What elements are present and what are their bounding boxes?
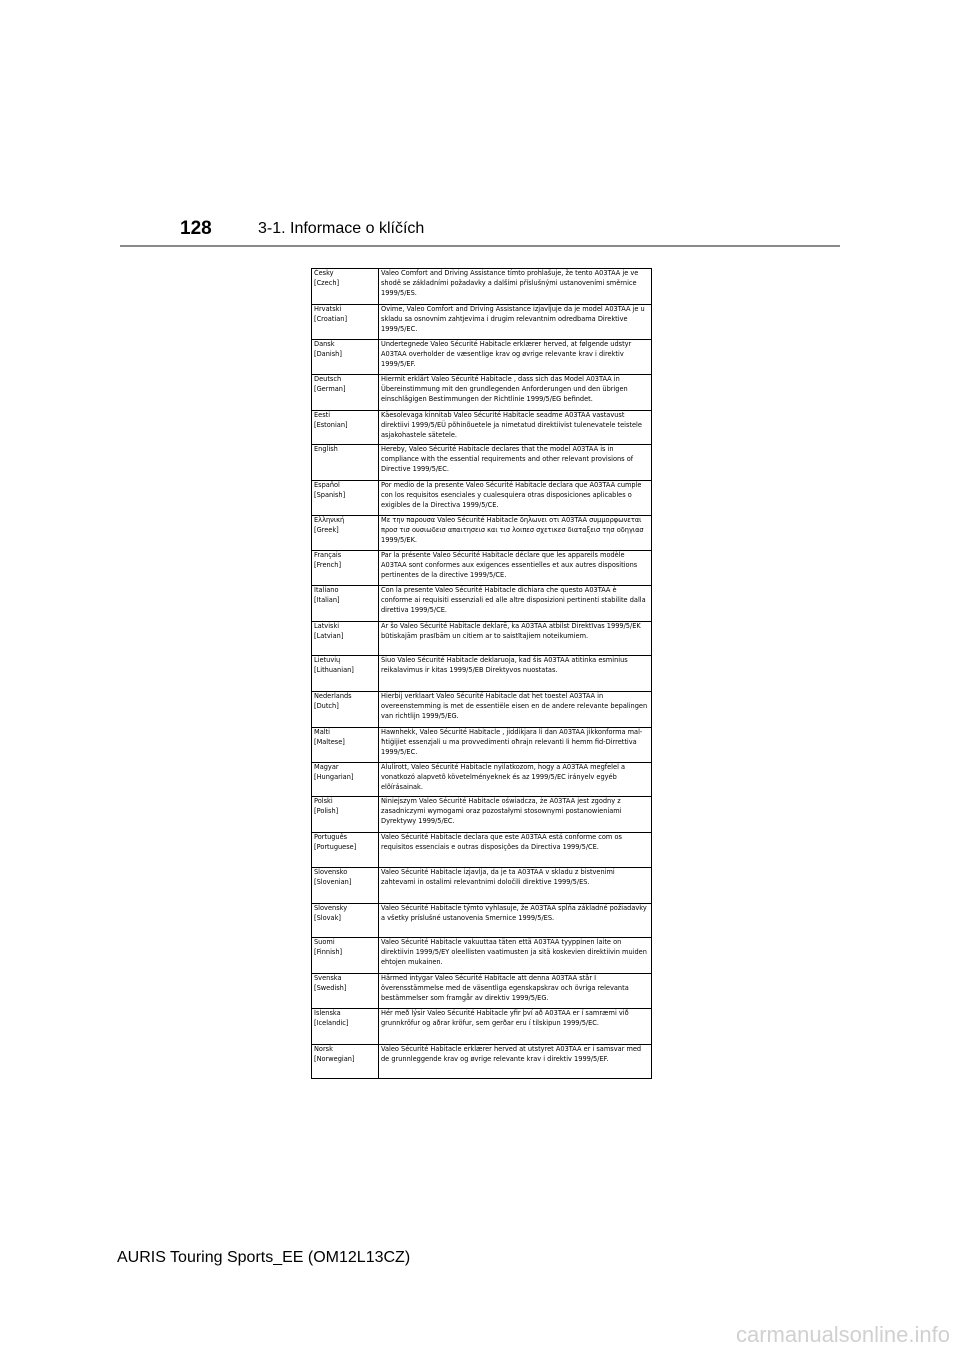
language-name-english: [Dutch] bbox=[314, 701, 339, 710]
language-name: Malti bbox=[314, 728, 330, 736]
declaration-text: Ar šo Valeo Sécurité Habitacle deklarē, ka A03TAA atbilst Direktīvas 1999/5/EK būtiskajām prasībām un citiem ar to saistītajiem noteikumiem. bbox=[379, 622, 652, 656]
language-name-english: [German] bbox=[314, 384, 346, 393]
language-cell bbox=[312, 728, 379, 763]
declaration-row bbox=[312, 656, 652, 692]
declaration-row bbox=[312, 269, 652, 305]
language-name-english: [Swedish] bbox=[314, 983, 347, 992]
declaration-text: Ovime, Valeo Comfort and Driving Assistance izjavljuje da je model A03TAA je u skladu sa osnovnim zahtjevima i drugim relevantnim odredbama Direktive 1999/5/EC. bbox=[379, 305, 652, 340]
declaration-text: Valeo Sécurité Habitacle declara que este A03TAA está conforme com os requisitos essenciais e outras disposições da Directiva 1999/5/CE. bbox=[379, 833, 652, 868]
language-name-english: [Polish] bbox=[314, 806, 339, 815]
declaration-row bbox=[312, 728, 652, 763]
language-name: Deutsch bbox=[314, 375, 342, 383]
language-cell bbox=[312, 974, 379, 1009]
language-cell bbox=[312, 763, 379, 797]
declaration-text: Hierbij verklaart Valeo Sécurité Habitacle dat het toestel A03TAA in overeenstemming is met de essentiële eisen en de andere relevante bepalingen van richtlijn 1999/5/EG. bbox=[379, 692, 652, 728]
declaration-text: Valeo Sécurité Habitacle vakuuttaa täten että A03TAA tyyppinen laite on direktiivin 1999/5/EY oleellisten vaatimusten ja sitä koskevien direktiivin muiden ehtojen mukainen. bbox=[379, 938, 652, 974]
language-name-english: [Greek] bbox=[314, 525, 339, 534]
language-cell bbox=[312, 904, 379, 938]
section-title: 3-1. Informace o klíčích bbox=[258, 220, 425, 237]
language-name-english: [Spanish] bbox=[314, 490, 346, 499]
declaration-text: Šiuo Valeo Sécurité Habitacle deklaruoja, kad šis A03TAA atitinka esminius reikalavimus ir kitas 1999/5/EB Direktyvos nuostatas. bbox=[379, 656, 652, 692]
language-name: Slovensko bbox=[314, 868, 348, 876]
declaration-text: Hereby, Valeo Sécurité Habitacle declares that the model A03TAA is in compliance with the essential requirements and other relevant provisions of Directive 1999/5/EC. bbox=[379, 445, 652, 481]
header-rule bbox=[120, 245, 840, 247]
language-cell bbox=[312, 586, 379, 622]
declaration-text: Undertegnede Valeo Sécurité Habitacle erklærer herved, at følgende udstyr A03TAA overholder de væsentlige krav og øvrige relevante krav i direktiv 1999/5/EF. bbox=[379, 340, 652, 375]
language-name-english: [Slovenian] bbox=[314, 877, 352, 886]
language-name-english: [Portuguese] bbox=[314, 842, 357, 851]
language-cell bbox=[312, 516, 379, 551]
declaration-row bbox=[312, 763, 652, 797]
language-name-english: [Czech] bbox=[314, 278, 340, 287]
language-name-english: [Icelandic] bbox=[314, 1018, 349, 1027]
language-name: Latviski bbox=[314, 622, 340, 630]
language-name: Magyar bbox=[314, 763, 339, 771]
language-name-english: [Finnish] bbox=[314, 947, 343, 956]
language-cell bbox=[312, 833, 379, 868]
language-cell bbox=[312, 411, 379, 445]
declaration-row bbox=[312, 445, 652, 481]
declaration-text: Con la presente Valeo Sécurité Habitacle dichiara che questo A03TAA è conforme ai requisiti essenziali ed alle altre disposizioni pertinenti stabilite dalla direttiva 1999/5/CE. bbox=[379, 586, 652, 622]
declaration-row bbox=[312, 938, 652, 974]
language-name: Česky bbox=[314, 269, 334, 277]
language-cell bbox=[312, 797, 379, 833]
footer-document-title: AURIS Touring Sports_EE (OM12L13CZ) bbox=[117, 1249, 411, 1266]
declaration-row bbox=[312, 904, 652, 938]
language-name: Svenska bbox=[314, 974, 342, 982]
language-name: Français bbox=[314, 551, 342, 559]
declaration-row bbox=[312, 1045, 652, 1079]
language-name-english: [Norwegian] bbox=[314, 1054, 355, 1063]
language-name: Hrvatski bbox=[314, 305, 342, 313]
language-name: Ελληνική bbox=[314, 516, 345, 524]
language-name: Português bbox=[314, 833, 348, 841]
language-name-english: [Hungarian] bbox=[314, 772, 354, 781]
language-name: Italiano bbox=[314, 586, 339, 594]
watermark[interactable]: carmanualsonline.info bbox=[735, 1322, 950, 1347]
declaration-row bbox=[312, 797, 652, 833]
language-cell bbox=[312, 445, 379, 481]
declaration-row bbox=[312, 481, 652, 516]
declaration-row bbox=[312, 833, 652, 868]
declaration-text: Hawnhekk, Valeo Sécurité Habitacle , jiddikjara li dan A03TAA jikkonforma mal-ħtiġijiet essenzjali u ma provvedimenti oħrajn relevanti li hemm fid-Dirrettiva 1999/5/EC. bbox=[379, 728, 652, 763]
language-cell bbox=[312, 1045, 379, 1079]
declaration-table-body bbox=[312, 269, 652, 1079]
language-cell bbox=[312, 938, 379, 974]
language-name-english: [Italian] bbox=[314, 595, 340, 604]
declaration-row bbox=[312, 692, 652, 728]
declaration-text: Alulírott, Valeo Sécurité Habitacle nyilatkozom, hogy a A03TAA megfelel a vonatkozó alapvetõ követelményeknek és az 1999/5/EC irányelv egyéb elõírásainak. bbox=[379, 763, 652, 797]
language-cell bbox=[312, 551, 379, 586]
declaration-text: Par la présente Valeo Sécurité Habitacle déclare que les appareils modèle A03TAA sont conformes aux exigences essentielles et aux autres dispositions pertinentes de la directive 1999/5/CE. bbox=[379, 551, 652, 586]
language-name: Nederlands bbox=[314, 692, 352, 700]
declaration-row bbox=[312, 551, 652, 586]
language-cell bbox=[312, 481, 379, 516]
language-name: Suomi bbox=[314, 938, 335, 946]
page-number: 128 bbox=[180, 218, 212, 239]
declaration-row bbox=[312, 375, 652, 411]
declaration-text: Valeo Sécurité Habitacle týmto vyhlasuje, že A03TAA spĺňa základné požiadavky a všetky príslušné ustanovenia Smernice 1999/5/ES. bbox=[379, 904, 652, 938]
declaration-table bbox=[311, 268, 652, 1079]
declaration-row bbox=[312, 622, 652, 656]
language-name-english: [Lithuanian] bbox=[314, 665, 354, 674]
language-cell bbox=[312, 269, 379, 305]
language-name-english: [Danish] bbox=[314, 349, 342, 358]
language-cell bbox=[312, 340, 379, 375]
language-name: Lietuvių bbox=[314, 656, 341, 664]
language-cell bbox=[312, 305, 379, 340]
declaration-text: Hiermit erklärt Valeo Sécurité Habitacle , dass sich das Model A03TAA in Übereinstimmung mit den grundlegenden Anforderungen und den übrigen einschlägigen Bestimmungen der Richtlinie 1999/5/EG befindet. bbox=[379, 375, 652, 411]
language-name: Íslenska bbox=[314, 1009, 341, 1017]
declaration-text: Käesolevaga kinnitab Valeo Sécurité Habitacle seadme A03TAA vastavust direktiivi 1999/5/EÜ põhinõuetele ja nimetatud direktiivist tulenevatele teistele asjakohastele sätetele. bbox=[379, 411, 652, 445]
language-name: Slovensky bbox=[314, 904, 348, 912]
declaration-text: Niniejszym Valeo Sécurité Habitacle oświadcza, że A03TAA jest zgodny z zasadniczymi wymogami oraz pozostałymi stosownymi postanowieniami Dyrektywy 1999/5/EC. bbox=[379, 797, 652, 833]
language-cell bbox=[312, 656, 379, 692]
declaration-text: Valeo Sécurité Habitacle erklærer herved at utstyret A03TAA er i samsvar med de grunnleggende krav og øvrige relevante krav i direktiv 1999/5/EF. bbox=[379, 1045, 652, 1079]
declaration-text: Valeo Comfort and Driving Assistance tímto prohlašuje, že tento A03TAA je ve shodě se základními požadavky a dalšími příslušnými ustanoveními směrnice 1999/5/ES. bbox=[379, 269, 652, 305]
declaration-text: Hér með lýsir Valeo Sécurité Habitacle yfir því að A03TAA er í samræmi við grunnkröfur og aðrar kröfur, sem gerðar eru í tilskipun 1999/5/EC. bbox=[379, 1009, 652, 1045]
language-cell bbox=[312, 1009, 379, 1045]
declaration-row bbox=[312, 340, 652, 375]
declaration-text: Με την παρουσα Valeo Sécurité Habitacle δηλωνει οτι A03TAA συμμορφωνεται προσ τισ ουσιωδεισ απαιτησεισ και τισ λοιπεσ σχετικεσ διαταξεισ τησ οδηγιασ 1999/5/ΕΚ. bbox=[379, 516, 652, 551]
language-cell bbox=[312, 868, 379, 904]
declaration-row bbox=[312, 586, 652, 622]
language-name: Español bbox=[314, 481, 340, 489]
language-name-english: [Latvian] bbox=[314, 631, 344, 640]
language-name-english: [French] bbox=[314, 560, 342, 569]
language-cell bbox=[312, 692, 379, 728]
declaration-row bbox=[312, 516, 652, 551]
language-name: Norsk bbox=[314, 1045, 333, 1053]
language-name: Dansk bbox=[314, 340, 335, 348]
language-name: Eesti bbox=[314, 411, 331, 419]
language-cell bbox=[312, 622, 379, 656]
declaration-row bbox=[312, 974, 652, 1009]
language-name-english: [Croatian] bbox=[314, 314, 348, 323]
language-name: English bbox=[314, 445, 338, 453]
declaration-row bbox=[312, 868, 652, 904]
language-name-english: [Estonian] bbox=[314, 420, 348, 429]
language-name-english: [Maltese] bbox=[314, 737, 345, 746]
declaration-row bbox=[312, 305, 652, 340]
declaration-row bbox=[312, 411, 652, 445]
language-name-english: [Slovak] bbox=[314, 913, 341, 922]
declaration-row bbox=[312, 1009, 652, 1045]
language-cell bbox=[312, 375, 379, 411]
declaration-text: Valeo Sécurité Habitacle izjavlja, da je ta A03TAA v skladu z bistvenimi zahtevami in ostalimi relevantnimi določili direktive 1999/5/ES. bbox=[379, 868, 652, 904]
declaration-text: Por medio de la presente Valeo Sécurité Habitacle declara que A03TAA cumple con los requisitos esenciales y cualesquiera otras disposiciones aplicables o exigibles de la Directiva 1999/5/CE. bbox=[379, 481, 652, 516]
language-name: Polski bbox=[314, 797, 333, 805]
declaration-text: Härmed intygar Valeo Sécurité Habitacle att denna A03TAA står I överensstämmelse med de väsentliga egenskapskrav och övriga relevanta bestämmelser som framgår av direktiv 1999/5/EG. bbox=[379, 974, 652, 1009]
